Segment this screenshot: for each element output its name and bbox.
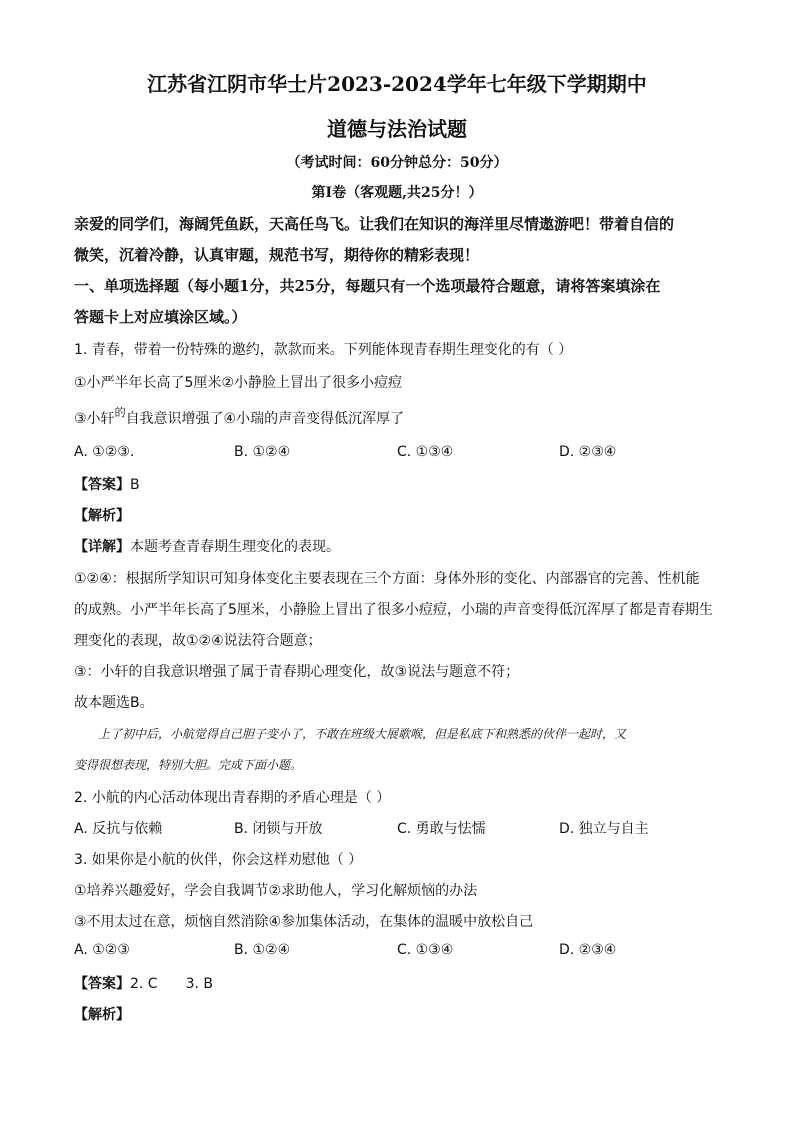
exam-subtitle: 道德与法治试题 [327, 117, 467, 141]
question-1-answer [74, 474, 140, 494]
question-1-option-c: C. ①③④ [397, 444, 454, 460]
question-1-explanation-2: 的成熟。小严半年长高了5厘米，小静脸上冒出了很多小痘痘，小瑞的声音变得低沉浑厚了都是青春期生 [74, 602, 713, 618]
question-2-stem: 2. 小航的内心活动体现出青春期的矛盾心理是（ ） [74, 790, 391, 806]
question-3-option-c: C. ①③④ [397, 942, 454, 958]
question-1-items-2-sup: 的 [114, 406, 126, 419]
story-line-2: 变得很想表现，特别大胆。完成下面小题。 [74, 758, 303, 772]
intro-line-1: 亲爱的同学们，海阔凭鱼跃，天高任鸟飞。让我们在知识的海洋里尽情遨游吧！带着自信的 [74, 215, 675, 233]
answers-2-3 [74, 973, 213, 993]
question-1-detail [74, 536, 340, 556]
answer-tag-2: 【答案】 [74, 976, 130, 992]
question-2-option-d: D. 独立与自主 [559, 821, 649, 837]
analysis-tag: 【解析】 [74, 508, 130, 524]
section-heading-1: 一、单项选择题（每小题1分，共25分，每题只有一个选项最符合题意，请将答案填涂在 [74, 277, 661, 295]
question-2-option-c: C. 勇敢与怯懦 [397, 821, 486, 837]
question-1-items-2b: 自我意识增强了④小瑞的声音变得低沉浑厚了 [125, 411, 405, 427]
answer-tag: 【答案】 [74, 477, 130, 493]
question-1-items-2 [74, 408, 404, 428]
intro-line-2: 微笑，沉着冷静，认真审题，规范书写，期待你的精彩表现！ [74, 246, 480, 264]
question-1-option-d: D. ②③④ [559, 444, 617, 460]
question-3-option-a: A. ①②③ [74, 942, 130, 958]
volume-heading: 第Ⅰ卷（客观题,共25分！） [311, 185, 483, 201]
story-line-1: 上了初中后，小航觉得自己胆子变小了，不敢在班级大展歌喉，但是私底下和熟悉的伙伴一起时，又 [98, 727, 627, 741]
question-3-option-b: B. ①②④ [234, 942, 291, 958]
question-1-explanation-4: ③：小轩的自我意识增强了属于青春期心理变化，故③说法与题意不符； [74, 664, 520, 680]
question-3-items-2: ③不用太过在意，烦恼自然消除④参加集体活动，在集体的温暖中放松自己 [74, 914, 534, 930]
question-2-option-a: A. 反抗与依赖 [74, 821, 163, 837]
question-3-stem: 3. 如果你是小航的伙伴，你会这样劝慰他（ ） [74, 852, 363, 868]
question-1-answer-value: B [130, 477, 140, 493]
question-1-conclusion: 故本题选B。 [74, 695, 154, 711]
question-1-explanation-3: 理变化的表现，故①②④说法符合题意； [74, 633, 322, 649]
question-1-items-1: ①小严半年长高了5厘米②小静脸上冒出了很多小痘痘 [74, 375, 403, 391]
question-2-option-b: B. 闭锁与开放 [234, 821, 323, 837]
analysis-tag-2-wrap [74, 1004, 130, 1024]
answer-2-value: 2. C [130, 976, 158, 992]
question-3-option-d: D. ②③④ [559, 942, 617, 958]
question-1-option-a: A. ①②③. [74, 444, 135, 460]
answer-3-value: 3. B [185, 976, 214, 992]
analysis-tag-2: 【解析】 [74, 1007, 130, 1023]
question-1-items-2a: ③小轩 [74, 411, 115, 427]
exam-title: 江苏省江阴市华士片2023-2024学年七年级下学期期中 [147, 72, 647, 96]
section-heading-2: 答题卡上对应填涂区域。） [74, 308, 247, 326]
detail-tag: 【详解】 [74, 539, 130, 555]
question-3-items-1: ①培养兴趣爱好，学会自我调节②求助他人，学习化解烦恼的办法 [74, 883, 478, 899]
exam-info: （考试时间：60分钟总分：50分） [286, 155, 508, 171]
question-1-stem: 1. 青春，带着一份特殊的邀约，款款而来。下列能体现青春期生理变化的有（ ） [74, 342, 573, 358]
question-1-option-b: B. ①②④ [234, 444, 291, 460]
question-1-explanation-1: ①②④：根据所学知识可知身体变化主要表现在三个方面：身体外形的变化、内部器官的完善、性机能 [74, 571, 700, 587]
question-1-analysis-tag [74, 505, 130, 525]
question-1-detail-text: 本题考查青春期生理变化的表现。 [130, 539, 340, 555]
